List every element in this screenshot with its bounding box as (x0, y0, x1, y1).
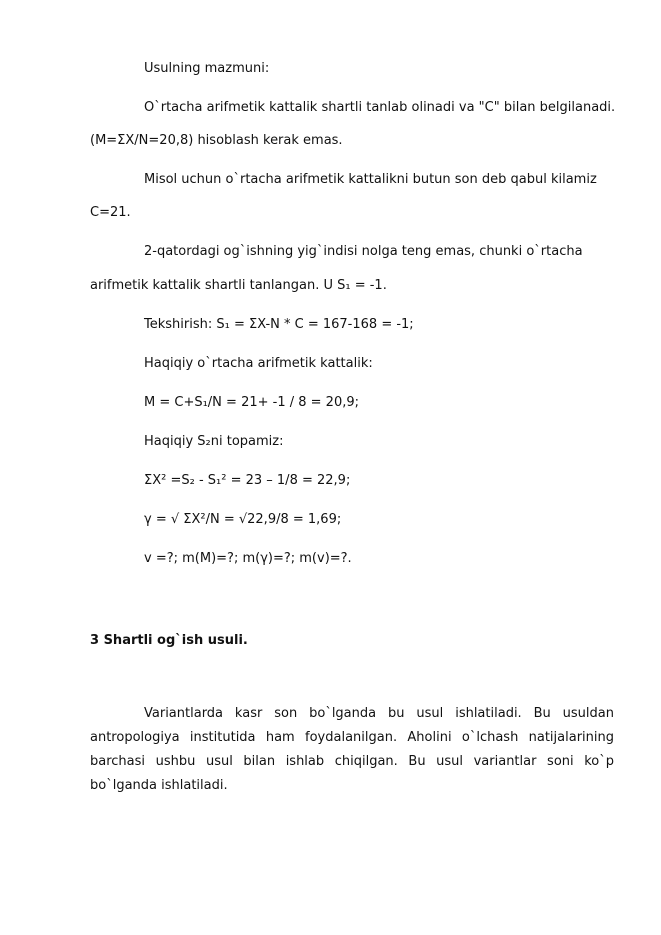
section-heading: 3 Shartli og`ish usuli. (90, 633, 248, 648)
section-heading-method-content: Usulning mazmuni: (144, 61, 270, 76)
formula-line: ΣX² =S₂ - S₁² = 23 – 1/8 = 22,9; (144, 473, 351, 488)
body-paragraph: Variantlarda kasr son bo`lganda bu usul ishlatiladi. Bu usuldan antropologiya institutida ham foydalanilgan. Aholini o`lchash natijalarining barchasi ushbu usul bilan ishlab chiqilgan. Bu usul variantlar soni ko`p bo`lganda ishlatiladi. (90, 706, 614, 793)
text-line: C=21. (90, 205, 131, 220)
formula-line: γ = √ ΣX²/N = √22,9/8 = 1,69; (144, 512, 342, 527)
text-line: O`rtacha arifmetik kattalik shartli tanlab olinadi va "C" bilan belgilanadi. (144, 100, 616, 115)
text-line: Haqiqiy S₂ni topamiz: (144, 434, 284, 449)
text-line: arifmetik kattalik shartli tanlangan. U S₁ = -1. (90, 278, 387, 293)
text-line: (M=ΣX/N=20,8) hisoblash kerak emas. (90, 133, 343, 148)
formula-line: M = C+S₁/N = 21+ -1 / 8 = 20,9; (144, 395, 359, 410)
text-line: Haqiqiy o`rtacha arifmetik kattalik: (144, 356, 373, 371)
text-line: Misol uchun o`rtacha arifmetik kattalikni butun son deb qabul kilamiz (144, 172, 597, 187)
formula-line: v =?; m(M)=?; m(γ)=?; m(v)=?. (144, 551, 352, 566)
text-line: 2-qatordagi og`ishning yig`indisi nolga teng emas, chunki o`rtacha (144, 244, 583, 259)
formula-line: Tekshirish: S₁ = ΣX-N * C = 167-168 = -1; (144, 317, 414, 332)
